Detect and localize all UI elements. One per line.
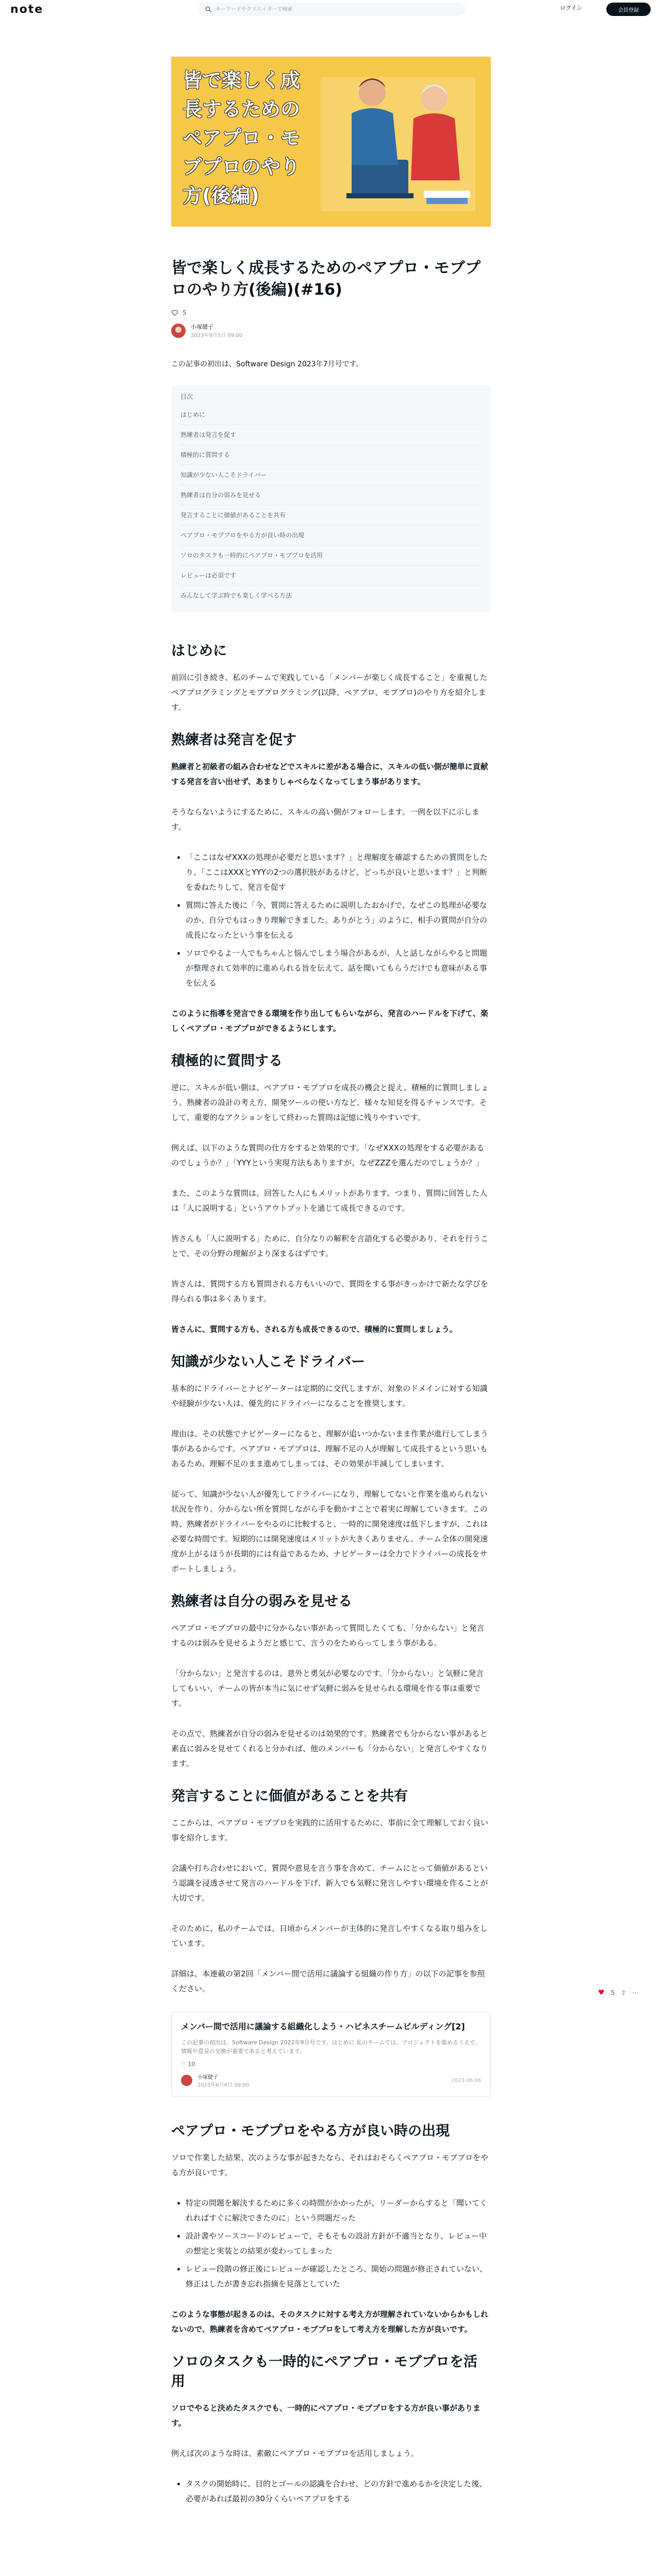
section-solo	[171, 2352, 491, 2506]
list-item: • 「ここはなぜXXXの処理が必要だと思います？」と理解度を確認するための質問をしたり、「ここはXXXとYYYの2つの選択肢があるけど、どっちが良いと思います？」と判断を委ねたりして、発言を促す	[186, 850, 491, 895]
list-item: • ソロでやるよ一人でもちゃんと悩んでしまう場合があるが、人と話しながらやると問題が整理されて効率的に進められる旨を伝えて、話を聞いてもらうだけでも意味がある事を伝える	[186, 946, 491, 991]
toc-item[interactable]: 積極的に質問する	[180, 445, 482, 465]
embed-like-count: 10	[188, 2061, 195, 2067]
login-button[interactable]: ログイン	[560, 5, 583, 11]
bullet-list	[186, 2477, 491, 2506]
section-value	[171, 1787, 491, 2097]
author-block[interactable]	[171, 323, 491, 338]
paragraph: 皆さんも「人に説明する」ために、自分なりの解釈を言語化する必要があり、それを行うことで、その分野の理解がより深まるはずです。	[171, 1234, 489, 1258]
table-of-contents	[171, 385, 491, 613]
section-heading: 熟練者は発言を促す	[171, 732, 296, 748]
list-item: • 質問に答えた後に「今、質問に答えるために説明したおかげで、なぜこの処理が必要なのか、自分でもはっきり理解できました。ありがとう」のように、相手の質問が自分の成長になったという事を伝える	[186, 898, 491, 943]
paragraph: このような事態が起きるのは、そのタスクに対する考え方が理解されていないからかもしれないので、熟練者を含めてペアプロ・モブプロをして考え方を理解した方が良いです。	[171, 2310, 489, 2334]
paragraph: また、このような質問は、回答した人にもメリットがあります。つまり、質問に回答した人は「人に説明する」というアウトプットを通じて成長できるのです。	[171, 1189, 488, 1213]
paragraph: ペアプロ・モブプロの最中に分からない事があって質問したくても、「分からない」と発言するのは弱みを見せるようだと感じて、言うのをためらってしまう事がある。	[171, 1623, 485, 1648]
paragraph: そのために、私のチームでは、日頃からメンバーが主体的に発言しやすくなる取り組みをしています。	[171, 1924, 488, 1948]
embed-author-avatar	[181, 2075, 192, 2086]
section-ask	[171, 1052, 491, 1337]
section-heading: 発言することに価値があることを共有	[171, 1788, 408, 1804]
section-heading: 積極的に質問する	[171, 1053, 283, 1069]
paragraph: 理由は、その状態でナビゲーターになると、理解が追いつかないまま作業が進行してしまう事があるからです。ペアプロ・モブプロは、理解不足の人が理解して成長するという思いもあるため、理解不足のまま進めてしまっては、その効果が半減してしまいます。	[171, 1429, 489, 1468]
toc-item[interactable]: ペアプロ・モブプロをやる方が良い時の出現	[180, 526, 482, 546]
search-icon	[205, 6, 211, 12]
section-when	[171, 2122, 491, 2337]
paragraph: 前回に引き続き、私のチームで実践している「メンバーが楽しく成長すること」を重視したペアプログラミングとモブプログラミング(以降、ペアプロ、モブプロ)のやり方を紹介します。	[171, 673, 488, 712]
toc-item[interactable]: みんなして学ぶ時でも楽しく学べる方法	[180, 592, 292, 599]
paragraph: このように指導を発言できる環境を作り出してもらいながら、発言のハードルを下げて、楽しくペアプロ・モブプロができるようにします。	[171, 1009, 488, 1033]
bullet-list	[186, 2196, 491, 2292]
paragraph: ここからは、ペアプロ・モブプロを実践的に活用するために、事前に全て理解しておく良い事を紹介します。	[171, 1818, 489, 1842]
list-item: • タスクの開始時に、目的とゴールの認識を合わせ、どの方針で進めるかを決定した後、必要があれば最初の30分くらいペアプロをする	[186, 2477, 491, 2506]
heart-icon: ♡	[181, 2061, 186, 2067]
paragraph: 皆さんに、質問する方も、される方も成長できるので、積極的に質問しましょう。	[171, 1325, 457, 1334]
article	[171, 258, 491, 2522]
heart-icon[interactable]: ♥	[598, 1989, 605, 1997]
paragraph: その点で、熟練者が自分の弱みを見せるのは効果的です。熟練者でも分からない事があると素直に弱みを見せてくれると分かれば、他のメンバーも「分からない」と発言しやすくなります。	[171, 1729, 488, 1768]
author-avatar[interactable]	[171, 324, 186, 338]
section-heading: 知識が少ない人こそドライバー	[171, 1354, 366, 1370]
hero-illustration	[305, 57, 491, 227]
paragraph: 会議や打ち合わせにおいて、質問や意見を言う事を含めて、チームにとって価値があるという認識を浸透させて発言のハードルを下げ、新人でも気軽に発言しやすい環境を作ることが大切です。	[171, 1863, 488, 1903]
toc-heading[interactable]: 目次	[180, 393, 193, 400]
section-intro	[171, 641, 491, 715]
article-title: 皆で楽しく成長するためのペアプロ・モブプロのやり方(後編)(#16)	[171, 259, 481, 299]
paragraph: ソロで作業した結果、次のような事が起きたなら、それはおそらくペアプロ・モブプロをやる方が良いです。	[171, 2153, 489, 2177]
hero-title: 皆で楽しく成長するためのペアプロ・モブプロのやり方(後編)	[183, 69, 301, 207]
share-icon[interactable]: ⇪	[621, 1989, 626, 1996]
section-heading: ソロのタスクも一時的にペアプロ・モブプロを活用	[171, 2354, 477, 2389]
paragraph: 基本的にドライバーとナビゲーターは定期的に交代しますが、対象のドメインに対する知識や経験が少ない人は、優先的にドライバーになることを推奨します。	[171, 1384, 488, 1408]
paragraph: 従って、知識が少ない人が優先してドライバーになり、理解してないと作業を進められない状況を作り、分からない所を質問しながら手を動かすことで着実に理解していきます。この時、熟練者がドライバーをやるのに比較すると、一時的に開発速度は低下しますが、これは必要な時間です。短期的には開発速度はメリットが大きくありません。チーム全体の開発速度が上がるほうが長期的には有益であるため、ナビゲーターは全力でドライバーの成長をサポートしましょう。	[171, 1489, 488, 1573]
embedded-article-card[interactable]	[171, 2012, 491, 2097]
list-item: • レビュー段階の修正後にレビューが確認したところ、開始の問題が修正されていない、修正はしたが書き忘れ指摘を見落としていた	[186, 2262, 491, 2292]
paragraph: 例えば、以下のような質問の仕方をすると効果的です。「なぜXXXの処理をする必要があるのでしょうか？」「YYYという実現方法もありますが、なぜZZZを選んだのでしょうか？」	[171, 1143, 485, 1167]
search-bar[interactable]	[198, 3, 466, 16]
like-count: 5	[183, 309, 187, 316]
section-heading: はじめに	[171, 643, 227, 659]
embed-footer	[181, 2073, 481, 2088]
section-encourage	[171, 731, 491, 1036]
intro-text: この記事の初出は、Software Design 2023年7月号です。	[171, 360, 363, 368]
search-input[interactable]	[216, 7, 442, 12]
paragraph: 皆さんは、質問する方も質問される方もいいので、質問をする事がきっかけで新たな学びを得られる事は多くあります。	[171, 1279, 488, 1303]
paragraph: 詳細は、本連載の第2回「メンバー間で活用に議論する組織の作り方」の以下の記事を参照ください。	[171, 1969, 485, 1993]
list-item: • 特定の問題を解決するために多くの時間がかかったが、リーダーからすると「聞いてくれればすぐに解決できたのに」という問題だった	[186, 2196, 491, 2226]
like-bar	[171, 309, 491, 316]
floating-actions	[598, 1989, 638, 1997]
paragraph: ソロでやると決めたタスクでも、一時的にペアプロ・モブプロをする方が良い事があります。	[171, 2403, 481, 2428]
toc-item[interactable]: 発言することに価値があることを共有	[180, 505, 482, 526]
embed-date: 2023.06.06	[451, 2077, 481, 2083]
post-date: 2023年9月5日 09:00	[191, 333, 243, 338]
section-heading: ペアプロ・モブプロをやる方が良い時の出現	[171, 2123, 450, 2139]
toc-item[interactable]: レビューは必須です	[180, 566, 482, 586]
paragraph: 「分からない」と発言するのは、意外と勇気が必要なのです。「分からない」と気軽に発言してもいい、チームの皆が本当に気にせず気軽に弱みを見せられる環境を作る事は重要です。	[171, 1669, 484, 1708]
toc-item[interactable]: 知識が少ない人こそドライバー	[180, 465, 482, 485]
section-weakness	[171, 1592, 491, 1771]
section-heading: 熟練者は自分の弱みを見せる	[171, 1594, 352, 1609]
paragraph: 逆に、スキルが低い側は、ペアプロ・モブプロを成長の機会と捉え、積極的に質問しましょう。熟練者の設計の考え方、開発ツールの使い方など、様々な知見を得るチャンスです。そして、重要的なアクションをして終わった質問は記憶に残りやすいです。	[171, 1083, 489, 1122]
embed-meta: 2023年6月6日 09:00	[197, 2082, 250, 2088]
embed-title[interactable]: メンバー間で活用に議論する組織化しよう・ハピネスチームビルディング[2]	[181, 2022, 465, 2031]
bullet-list	[186, 850, 491, 991]
paragraph: 例えば次のような時は、素敵にペアプロ・モブプロを活用しましょう。	[171, 2449, 419, 2458]
section-driver	[171, 1352, 491, 1577]
paragraph: 熟練者と初級者の組み合わせなどでスキルに差がある場合に、スキルの低い側が簡単に貢献する発言を言い出せず、あまりしゃべらなくなってしまう事があります。	[171, 762, 488, 786]
hero-image	[171, 57, 491, 227]
toc-item[interactable]: はじめに	[180, 405, 482, 425]
floating-like-count: 5	[610, 1989, 615, 1996]
author-name[interactable]: 小塚健子	[191, 324, 213, 330]
toc-item[interactable]: 熟練者は自分の弱みを見せる	[180, 485, 482, 505]
signup-button[interactable]: 会員登録	[606, 3, 651, 16]
list-item: • 設計書やソースコードのレビューで、そもそもの設計方針が不適当となり、レビュー中の想定と実装との結果が変わってしまった	[186, 2229, 491, 2259]
note-logo[interactable]: note	[10, 3, 44, 16]
toc-item[interactable]: 熟練者は発言を促す	[180, 425, 482, 445]
embed-author: 小塚健子	[197, 2075, 218, 2080]
embed-like	[181, 2061, 481, 2067]
toc-item[interactable]: ソロのタスクも一時的にペアプロ・モブプロを活用	[180, 546, 482, 566]
embed-description: この記事の初出は、Software Design 2022年9月号です。はじめに 私のチームでは、プロジェクトを進めるうえで、情報や意見の交換が重要であると考えています。	[181, 2039, 481, 2055]
heart-icon[interactable]	[171, 309, 178, 316]
more-icon[interactable]: ⋯	[632, 1989, 639, 1996]
paragraph: そうならないようにするために、スキルの高い側がフォローします。一例を以下に示します。	[171, 807, 479, 832]
top-header	[0, 0, 662, 20]
